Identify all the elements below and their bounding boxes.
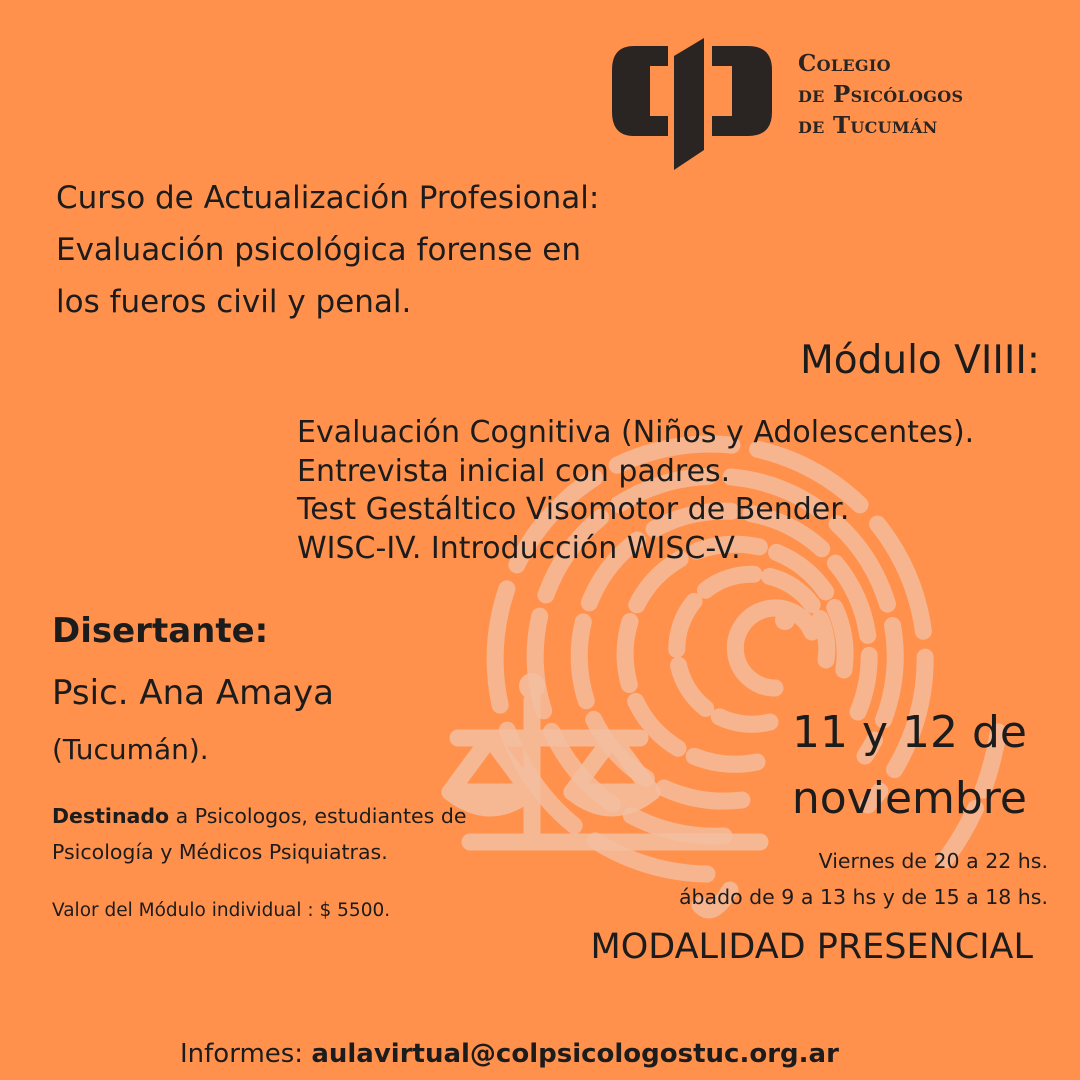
- topic-item: Test Gestáltico Visomotor de Bender.: [297, 492, 850, 527]
- schedule: [679, 843, 1048, 915]
- topic-item: Entrevista inicial con padres.: [297, 453, 731, 489]
- audience-line: [52, 798, 552, 834]
- module-title: Módulo VIIII:: [800, 338, 1040, 383]
- topic-item: WISC-IV. Introducción WISC-V.: [297, 530, 741, 566]
- modality: MODALIDAD PRESENCIAL: [590, 927, 1033, 967]
- speaker-name: Psic. Ana Amaya: [52, 673, 334, 713]
- date-line: 11 y 12 de: [792, 707, 1027, 758]
- event-date: [792, 700, 1027, 832]
- audience-text: [52, 798, 552, 870]
- course-title-line: los fueros civil y penal.: [56, 284, 412, 320]
- contact-info: [180, 1036, 839, 1072]
- contact-label: Informes:: [180, 1039, 312, 1069]
- speaker-origin: (Tucumán).: [52, 733, 209, 766]
- module-topics: [297, 414, 974, 568]
- module-price: Valor del Módulo individual : $ 5500.: [52, 900, 391, 921]
- schedule-line: Viernes de 20 a 22 hs.: [818, 849, 1048, 873]
- speaker-label: Disertante:: [52, 611, 269, 651]
- course-title: [56, 172, 696, 328]
- topic-item: Evaluación Cognitiva (Niños y Adolescentes).: [297, 415, 975, 450]
- schedule-line: ábado de 9 a 13 hs y de 15 a 18 hs.: [678, 885, 1048, 909]
- logo-line: de Tucumán: [798, 112, 938, 139]
- colegio-logo-icon: [606, 38, 778, 174]
- audience-line: Psicología y Médicos Psiquiatras.: [52, 840, 388, 864]
- logo-wordmark: [798, 48, 963, 141]
- contact-email-link[interactable]: aulavirtual@colpsicologostuc.org.ar: [311, 1039, 839, 1069]
- date-line: noviembre: [791, 773, 1027, 824]
- course-title-line: Curso de Actualización Profesional:: [56, 180, 600, 216]
- logo-line: de Psicólogos: [798, 81, 964, 108]
- audience-bold: Destinado: [52, 804, 170, 828]
- audience-rest: a Psicologos, estudiantes de: [169, 804, 467, 828]
- course-title-line: Evaluación psicológica forense en: [56, 232, 581, 268]
- logo-line: Colegio: [798, 50, 891, 77]
